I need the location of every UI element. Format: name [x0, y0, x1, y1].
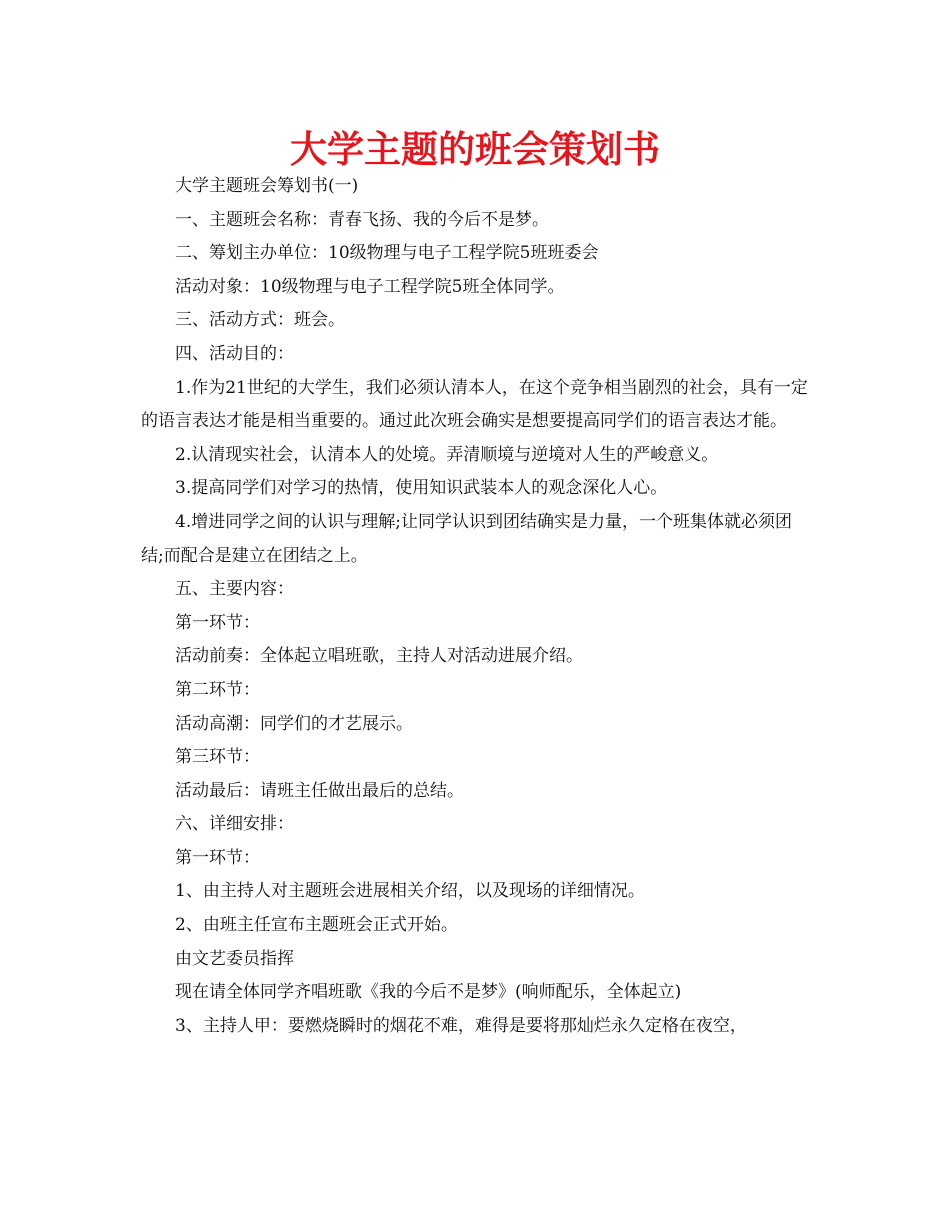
paragraph: 活动高潮：同学们的才艺展示。 — [175, 713, 413, 734]
paragraph: 由文艺委员指挥 — [175, 948, 294, 969]
paragraph: 一、主题班会名称：青春飞扬、我的今后不是梦。 — [175, 209, 549, 230]
paragraph: 六、详细安排： — [175, 814, 294, 835]
paragraph: 2、由班主任宣布主题班会正式开始。 — [175, 915, 458, 936]
paragraph: 四、活动目的： — [175, 343, 294, 364]
paragraph: 活动最后：请班主任做出最后的总结。 — [175, 780, 464, 801]
paragraph: 三、活动方式：班会。 — [175, 310, 345, 331]
paragraph: 4.增进同学之间的认识与理解;让同学认识到团结确实是力量，一个班集体就必须团结;而配合是建立在团结之上。 — [141, 511, 792, 566]
paragraph: 第三环节： — [175, 747, 260, 768]
paragraph: 1.作为21世纪的大学生，我们必须认清本人，在这个竞争相当剧烈的社会，具有一定的语言表达才能是相当重要的。通过此次班会确实是想要提高同学们的语言表达才能。 — [141, 377, 808, 432]
paragraph: 现在请全体同学齐唱班歌《我的今后不是梦》(响师配乐，全体起立) — [175, 982, 682, 1003]
document-body — [141, 170, 813, 1043]
paragraph: 第一环节： — [175, 612, 260, 633]
paragraph: 第一环节： — [175, 847, 260, 868]
paragraph: 3.提高同学们对学习的热情，使用知识武装本人的观念深化人心。 — [175, 478, 668, 499]
paragraph: 3、主持人甲：要燃烧瞬时的烟花不难，难得是要将那灿烂永久定格在夜空， — [175, 1015, 747, 1036]
document-title: 大学主题的班会策划书 — [290, 128, 660, 171]
paragraph: 大学主题班会筹划书(一) — [175, 176, 359, 196]
paragraph: 活动前奏：全体起立唱班歌，主持人对活动进展介绍。 — [175, 646, 583, 667]
paragraph: 2.认清现实社会，认清本人的处境。弄清顺境与逆境对人生的严峻意义。 — [175, 444, 719, 465]
paragraph: 第二环节： — [175, 679, 260, 700]
paragraph: 二、筹划主办单位：10级物理与电子工程学院5班班委会 — [175, 243, 599, 264]
paragraph: 活动对象：10级物理与电子工程学院5班全体同学。 — [175, 276, 565, 297]
paragraph: 1、由主持人对主题班会进展相关介绍，以及现场的详细情况。 — [175, 881, 645, 902]
paragraph: 五、主要内容： — [175, 579, 294, 600]
